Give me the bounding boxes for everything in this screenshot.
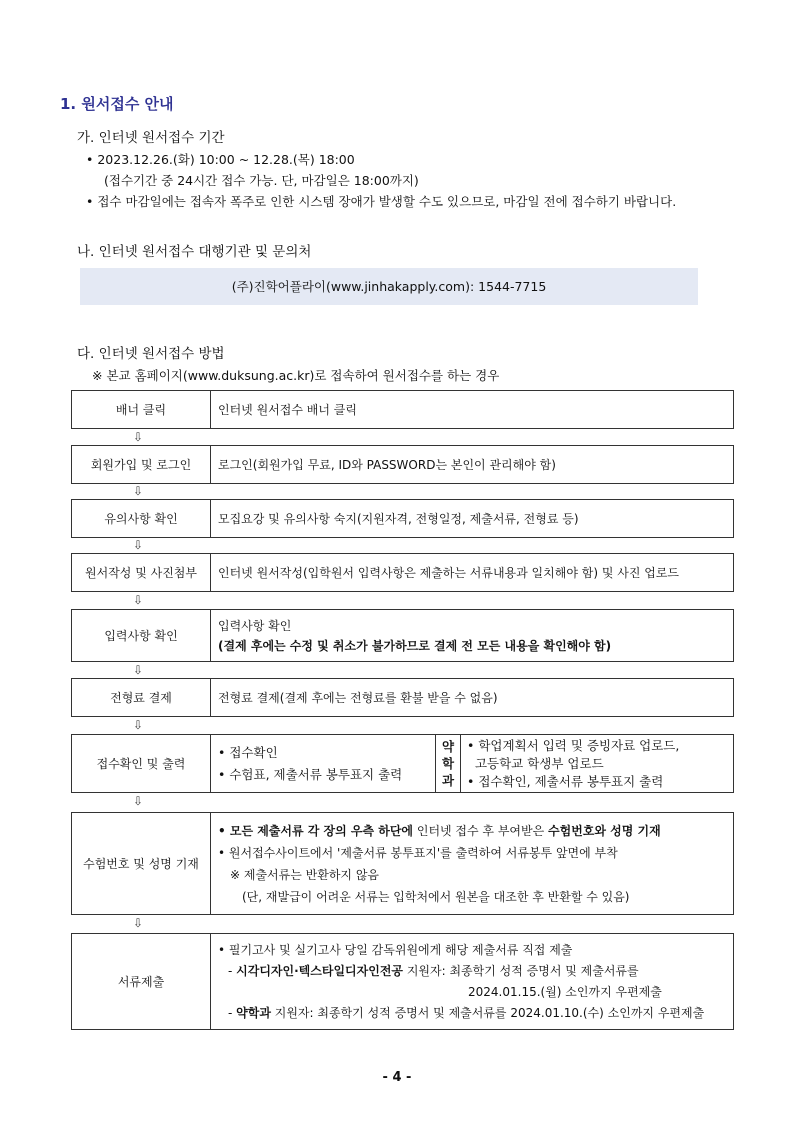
section-b-title: 나. 인터넷 원서접수 대행기관 및 문의처	[77, 244, 312, 260]
page-number: - 4 -	[382, 1070, 412, 1085]
step-label: 배너 클릭	[72, 391, 211, 428]
step-text: • 필기고사 및 실기고사 당일 감독위원에게 해당 제출서류 직접 제출	[218, 942, 573, 957]
down-arrow-icon: ⇩	[133, 538, 144, 552]
section-a-title: 가. 인터넷 원서접수 기간	[77, 130, 225, 146]
step-application	[71, 553, 734, 592]
pharmacy-label: 약 학 과	[435, 735, 461, 792]
step-label: 수험번호 및 성명 기재	[72, 813, 211, 914]
step-text: • 접수확인	[218, 744, 278, 760]
step-label: 회원가입 및 로그인	[72, 446, 211, 483]
step-text: • 수험표, 제출서류 봉투표지 출력	[218, 766, 403, 782]
section-heading: 1. 원서접수 안내	[60, 95, 174, 113]
deadline-warning: • 접수 마감일에는 접속자 폭주로 인한 시스템 장애가 발생할 수도 있으므로, 마감일 전에 접수하기 바랍니다.	[86, 194, 677, 209]
down-arrow-icon: ⇩	[133, 718, 144, 732]
down-arrow-icon: ⇩	[133, 916, 144, 930]
pharmacy-text: • 접수확인, 제출서류 봉투표지 출력	[467, 773, 664, 789]
down-arrow-icon: ⇩	[133, 663, 144, 677]
step-label: 유의사항 확인	[72, 500, 211, 537]
step-label: 원서작성 및 사진첨부	[72, 554, 211, 591]
step-text: (단, 재발급이 어려운 서류는 입학처에서 원본을 대조한 후 반환할 수 있음)	[242, 889, 630, 904]
period-line: • 2023.12.26.(화) 10:00 ~ 12.28.(목) 18:00	[86, 152, 355, 167]
step-text: - 약학과 지원자: 최종학기 성적 증명서 및 제출서류를 2024.01.10.(수) 소인까지 우편제출	[228, 1005, 705, 1020]
step-text: • 모든 제출서류 각 장의 우측 하단에 인터넷 접수 후 부여받은 수험번호와 성명 기재	[218, 823, 661, 838]
section-c-title: 다. 인터넷 원서접수 방법	[77, 346, 225, 362]
step-text: ※ 제출서류는 반환하지 않음	[230, 867, 380, 882]
period-note: (접수기간 중 24시간 접수 가능. 단, 마감일은 18:00까지)	[104, 173, 419, 188]
step-text: 로그인(회원가입 무료, ID와 PASSWORD는 본인이 관리해야 함)	[218, 457, 556, 472]
step-label: 입력사항 확인	[72, 610, 211, 661]
step-label: 접수확인 및 출력	[72, 735, 211, 792]
step-text: 인터넷 원서작성(입학원서 입력사항은 제출하는 서류내용과 일치해야 함) 및 사진 업로드	[218, 565, 680, 580]
pharmacy-text: 고등학교 학생부 업로드	[467, 755, 604, 771]
step-warning: (결제 후에는 수정 및 취소가 불가하므로 결제 전 모든 내용을 확인해야 함)	[218, 638, 612, 653]
contact-banner: (주)진학어플라이(www.jinhakapply.com): 1544-7715	[80, 268, 698, 305]
step-banner-click	[71, 390, 734, 429]
step-text: - 시각디자인·텍스타일디자인전공 지원자: 최종학기 성적 증명서 및 제출서류를	[228, 963, 639, 978]
down-arrow-icon: ⇩	[133, 430, 144, 444]
down-arrow-icon: ⇩	[133, 484, 144, 498]
method-note: ※ 본교 홈페이지(www.duksung.ac.kr)로 접속하여 원서접수를 하는 경우	[92, 368, 500, 383]
step-confirm-input	[71, 609, 734, 662]
step-text: 인터넷 원서접수 배너 클릭	[218, 402, 357, 417]
step-login	[71, 445, 734, 484]
step-id-name	[71, 812, 734, 915]
step-submission	[71, 933, 734, 1030]
step-text: 전형료 결제(결제 후에는 전형료를 환불 받을 수 없음)	[218, 690, 498, 705]
down-arrow-icon: ⇩	[133, 794, 144, 808]
step-notice	[71, 499, 734, 538]
step-text: 2024.01.15.(월) 소인까지 우편제출	[468, 984, 662, 999]
down-arrow-icon: ⇩	[133, 593, 144, 607]
step-label: 전형료 결제	[72, 679, 211, 716]
step-label: 서류제출	[72, 934, 211, 1029]
step-text: 모집요강 및 유의사항 숙지(지원자격, 전형일정, 제출서류, 전형료 등)	[218, 511, 579, 526]
step-payment	[71, 678, 734, 717]
pharmacy-text: • 학업계획서 입력 및 증빙자료 업로드,	[467, 737, 680, 753]
step-print	[71, 734, 734, 793]
step-text: 입력사항 확인	[218, 618, 292, 633]
step-text: • 원서접수사이트에서 '제출서류 봉투표지'를 출력하여 서류봉투 앞면에 부착	[218, 845, 618, 860]
